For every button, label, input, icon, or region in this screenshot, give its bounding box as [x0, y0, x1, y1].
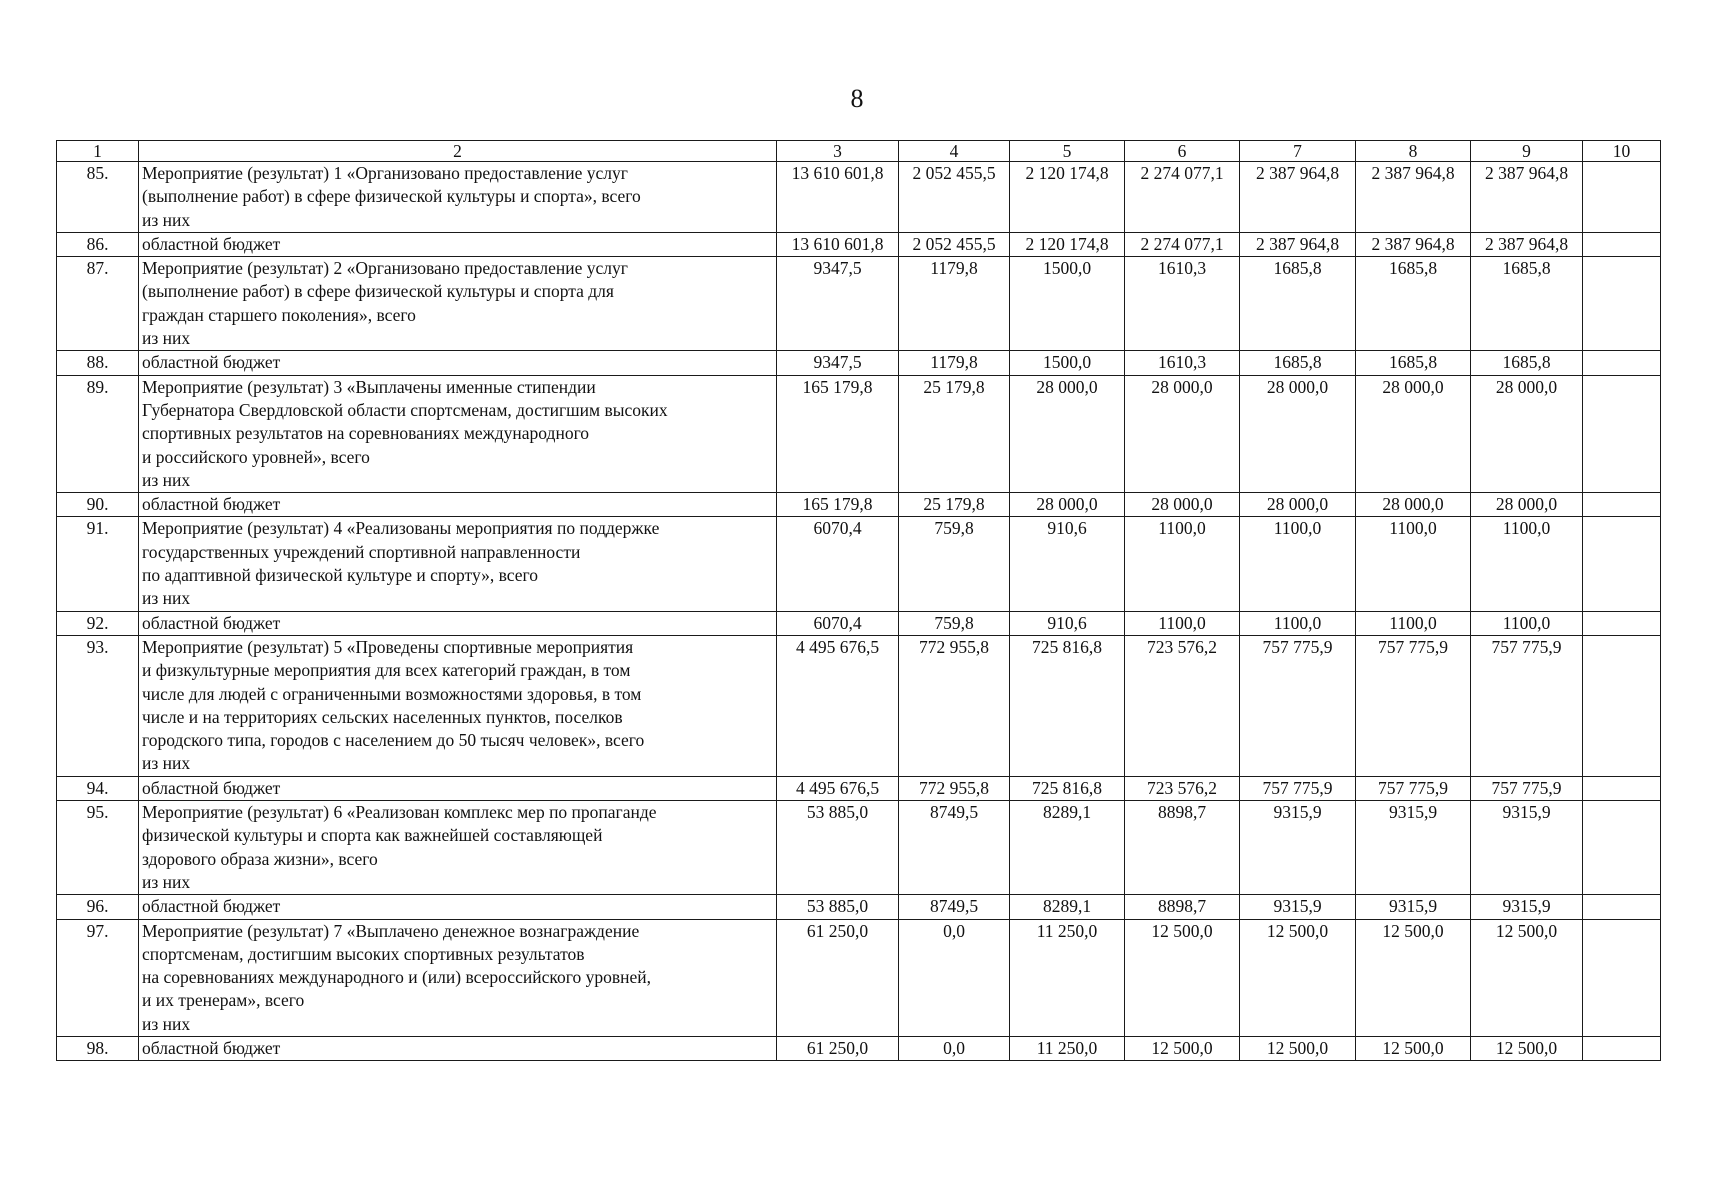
value-cell-col-6: 1610,3 [1125, 351, 1240, 375]
value-cell-col-7: 757 775,9 [1240, 635, 1356, 776]
row-description [139, 162, 777, 233]
row-number: 94. [57, 776, 139, 800]
description-line: Губернатора Свердловской области спортсменам, достигшим высоких [142, 399, 668, 420]
value-cell-col-9: 2 387 964,8 [1471, 232, 1583, 256]
value-cell-col-4: 2 052 455,5 [899, 232, 1010, 256]
table-row [57, 801, 1661, 895]
value-cell-col-4: 772 955,8 [899, 776, 1010, 800]
value-cell-col-10 [1583, 162, 1661, 233]
value-cell-col-6: 723 576,2 [1125, 776, 1240, 800]
value-cell-col-7: 1100,0 [1240, 611, 1356, 635]
value-cell-col-9: 1685,8 [1471, 351, 1583, 375]
row-description [139, 517, 777, 611]
row-number: 86. [57, 232, 139, 256]
description-line: и их тренерам», всего [142, 990, 305, 1011]
description-line: и физкультурные мероприятия для всех категорий граждан, в том [142, 660, 631, 681]
value-cell-col-4: 8749,5 [899, 801, 1010, 895]
description-line: Мероприятие (результат) 1 «Организовано предоставление услуг [142, 163, 628, 183]
value-cell-col-9: 28 000,0 [1471, 493, 1583, 517]
value-cell-col-6: 723 576,2 [1125, 635, 1240, 776]
value-cell-col-3: 53 885,0 [777, 895, 899, 919]
description-line: спортивных результатов на соревнованиях международного [142, 423, 590, 444]
description-line: (выполнение работ) в сфере физической культуры и спорта для [142, 281, 614, 302]
value-cell-col-4: 1179,8 [899, 351, 1010, 375]
value-cell-col-4: 759,8 [899, 611, 1010, 635]
table-row [57, 493, 1661, 517]
value-cell-col-6: 1100,0 [1125, 517, 1240, 611]
value-cell-col-8: 9315,9 [1356, 801, 1471, 895]
description-line: из них [142, 469, 191, 490]
value-cell-col-5: 11 250,0 [1010, 1036, 1125, 1060]
value-cell-col-6: 2 274 077,1 [1125, 232, 1240, 256]
value-cell-col-4: 1179,8 [899, 257, 1010, 351]
value-cell-col-3: 165 179,8 [777, 375, 899, 492]
value-cell-col-7: 12 500,0 [1240, 919, 1356, 1036]
value-cell-col-3: 165 179,8 [777, 493, 899, 517]
value-cell-col-5: 11 250,0 [1010, 919, 1125, 1036]
column-header-8: 8 [1356, 141, 1471, 162]
value-cell-col-4: 772 955,8 [899, 635, 1010, 776]
row-number: 95. [57, 801, 139, 895]
value-cell-col-5: 725 816,8 [1010, 635, 1125, 776]
column-header-10: 10 [1583, 141, 1661, 162]
value-cell-col-10 [1583, 895, 1661, 919]
row-number: 92. [57, 611, 139, 635]
value-cell-col-10 [1583, 517, 1661, 611]
column-header-2: 2 [139, 141, 777, 162]
value-cell-col-10 [1583, 257, 1661, 351]
value-cell-col-8: 1685,8 [1356, 257, 1471, 351]
description-line: государственных учреждений спортивной направленности [142, 541, 581, 562]
value-cell-col-7: 757 775,9 [1240, 776, 1356, 800]
table-body [57, 162, 1661, 1061]
table-row [57, 517, 1661, 611]
row-number: 97. [57, 919, 139, 1036]
row-number: 85. [57, 162, 139, 233]
value-cell-col-9: 9315,9 [1471, 801, 1583, 895]
value-cell-col-8: 12 500,0 [1356, 1036, 1471, 1060]
description-line: областной бюджет [142, 777, 281, 798]
description-line: из них [142, 753, 191, 774]
value-cell-col-3: 4 495 676,5 [777, 635, 899, 776]
description-line: спортсменам, достигшим высоких спортивных результатов [142, 943, 585, 964]
description-line: Мероприятие (результат) 6 «Реализован комплекс мер по пропаганде [142, 802, 657, 823]
value-cell-col-5: 8289,1 [1010, 895, 1125, 919]
description-line: (выполнение работ) в сфере физической культуры и спорта», всего [142, 186, 641, 207]
value-cell-col-5: 28 000,0 [1010, 375, 1125, 492]
value-cell-col-6: 1610,3 [1125, 257, 1240, 351]
value-cell-col-10 [1583, 1036, 1661, 1060]
description-line: городского типа, городов с населением до 50 тысяч человек», всего [142, 730, 645, 751]
value-cell-col-5: 28 000,0 [1010, 493, 1125, 517]
value-cell-col-7: 9315,9 [1240, 801, 1356, 895]
value-cell-col-3: 9347,5 [777, 257, 899, 351]
table-row [57, 611, 1661, 635]
description-line: на соревнованиях международного и (или) всероссийского уровней, [142, 967, 651, 988]
value-cell-col-9: 2 387 964,8 [1471, 162, 1583, 233]
value-cell-col-7: 28 000,0 [1240, 375, 1356, 492]
value-cell-col-3: 6070,4 [777, 611, 899, 635]
description-line: областной бюджет [142, 1037, 281, 1058]
value-cell-col-10 [1583, 801, 1661, 895]
row-number: 89. [57, 375, 139, 492]
description-line: из них [142, 588, 191, 609]
value-cell-col-6: 1100,0 [1125, 611, 1240, 635]
description-line: областной бюджет [142, 233, 281, 254]
value-cell-col-4: 0,0 [899, 919, 1010, 1036]
column-header-3: 3 [777, 141, 899, 162]
value-cell-col-4: 0,0 [899, 1036, 1010, 1060]
description-line: из них [142, 1013, 191, 1034]
value-cell-col-5: 1500,0 [1010, 257, 1125, 351]
description-line: областной бюджет [142, 352, 281, 373]
value-cell-col-10 [1583, 919, 1661, 1036]
table-row [57, 162, 1661, 233]
page-number: 8 [850, 84, 864, 113]
value-cell-col-10 [1583, 493, 1661, 517]
value-cell-col-3: 61 250,0 [777, 919, 899, 1036]
column-header-5: 5 [1010, 141, 1125, 162]
description-line: здорового образа жизни», всего [142, 848, 378, 869]
value-cell-col-10 [1583, 375, 1661, 492]
value-cell-col-7: 1685,8 [1240, 257, 1356, 351]
value-cell-col-8: 757 775,9 [1356, 776, 1471, 800]
value-cell-col-9: 1100,0 [1471, 611, 1583, 635]
table-row [57, 232, 1661, 256]
description-line: из них [142, 871, 191, 892]
value-cell-col-5: 725 816,8 [1010, 776, 1125, 800]
column-header-4: 4 [899, 141, 1010, 162]
row-number: 88. [57, 351, 139, 375]
value-cell-col-5: 8289,1 [1010, 801, 1125, 895]
description-line: числе для людей с ограниченными возможностями здоровья, в том [142, 683, 642, 704]
value-cell-col-4: 2 052 455,5 [899, 162, 1010, 233]
row-number: 91. [57, 517, 139, 611]
row-number: 87. [57, 257, 139, 351]
row-description [139, 232, 777, 256]
table-row [57, 375, 1661, 492]
column-header-9: 9 [1471, 141, 1583, 162]
row-number: 96. [57, 895, 139, 919]
row-description [139, 635, 777, 776]
description-line: Мероприятие (результат) 5 «Проведены спортивные мероприятия [142, 636, 634, 657]
row-description [139, 919, 777, 1036]
value-cell-col-9: 28 000,0 [1471, 375, 1583, 492]
description-line: граждан старшего поколения», всего [142, 304, 416, 325]
value-cell-col-10 [1583, 351, 1661, 375]
value-cell-col-8: 28 000,0 [1356, 375, 1471, 492]
header-row [57, 141, 1661, 162]
value-cell-col-5: 1500,0 [1010, 351, 1125, 375]
column-header-1: 1 [57, 141, 139, 162]
value-cell-col-3: 61 250,0 [777, 1036, 899, 1060]
row-number: 93. [57, 635, 139, 776]
row-description [139, 801, 777, 895]
row-description [139, 493, 777, 517]
table-row [57, 1036, 1661, 1060]
value-cell-col-9: 9315,9 [1471, 895, 1583, 919]
value-cell-col-10 [1583, 232, 1661, 256]
table-row [57, 919, 1661, 1036]
table-row [57, 257, 1661, 351]
table-row [57, 895, 1661, 919]
value-cell-col-8: 28 000,0 [1356, 493, 1471, 517]
description-line: Мероприятие (результат) 7 «Выплачено денежное вознаграждение [142, 920, 640, 941]
value-cell-col-9: 1685,8 [1471, 257, 1583, 351]
value-cell-col-7: 2 387 964,8 [1240, 162, 1356, 233]
description-line: числе и на территориях сельских населенных пунктов, поселков [142, 706, 623, 727]
value-cell-col-3: 13 610 601,8 [777, 162, 899, 233]
value-cell-col-3: 6070,4 [777, 517, 899, 611]
value-cell-col-7: 1685,8 [1240, 351, 1356, 375]
value-cell-col-8: 1100,0 [1356, 517, 1471, 611]
value-cell-col-6: 2 274 077,1 [1125, 162, 1240, 233]
description-line: Мероприятие (результат) 2 «Организовано предоставление услуг [142, 258, 628, 279]
table-row [57, 351, 1661, 375]
value-cell-col-3: 13 610 601,8 [777, 232, 899, 256]
value-cell-col-6: 12 500,0 [1125, 1036, 1240, 1060]
row-number: 90. [57, 493, 139, 517]
description-line: из них [142, 328, 191, 349]
value-cell-col-8: 757 775,9 [1356, 635, 1471, 776]
value-cell-col-10 [1583, 635, 1661, 776]
row-description [139, 895, 777, 919]
value-cell-col-5: 2 120 174,8 [1010, 232, 1125, 256]
description-line: Мероприятие (результат) 3 «Выплачены именные стипендии [142, 376, 596, 397]
table-row [57, 635, 1661, 776]
value-cell-col-10 [1583, 611, 1661, 635]
budget-table [56, 140, 1661, 1061]
value-cell-col-4: 25 179,8 [899, 375, 1010, 492]
value-cell-col-7: 2 387 964,8 [1240, 232, 1356, 256]
description-line: из них [142, 209, 191, 230]
value-cell-col-6: 28 000,0 [1125, 375, 1240, 492]
value-cell-col-4: 8749,5 [899, 895, 1010, 919]
table-row [57, 776, 1661, 800]
description-line: областной бюджет [142, 612, 281, 633]
value-cell-col-6: 8898,7 [1125, 895, 1240, 919]
value-cell-col-3: 53 885,0 [777, 801, 899, 895]
row-number: 98. [57, 1036, 139, 1060]
value-cell-col-5: 910,6 [1010, 611, 1125, 635]
value-cell-col-10 [1583, 776, 1661, 800]
value-cell-col-7: 12 500,0 [1240, 1036, 1356, 1060]
description-line: по адаптивной физической культуре и спорту», всего [142, 565, 539, 586]
value-cell-col-4: 25 179,8 [899, 493, 1010, 517]
row-description [139, 776, 777, 800]
value-cell-col-9: 757 775,9 [1471, 776, 1583, 800]
value-cell-col-9: 1100,0 [1471, 517, 1583, 611]
value-cell-col-8: 2 387 964,8 [1356, 162, 1471, 233]
value-cell-col-5: 2 120 174,8 [1010, 162, 1125, 233]
value-cell-col-5: 910,6 [1010, 517, 1125, 611]
value-cell-col-6: 8898,7 [1125, 801, 1240, 895]
value-cell-col-7: 28 000,0 [1240, 493, 1356, 517]
description-line: физической культуры и спорта как важнейшей составляющей [142, 825, 603, 846]
description-line: Мероприятие (результат) 4 «Реализованы мероприятия по поддержке [142, 518, 660, 539]
value-cell-col-8: 12 500,0 [1356, 919, 1471, 1036]
description-line: областной бюджет [142, 494, 281, 515]
column-header-6: 6 [1125, 141, 1240, 162]
row-description [139, 375, 777, 492]
description-line: областной бюджет [142, 896, 281, 917]
value-cell-col-9: 12 500,0 [1471, 919, 1583, 1036]
row-description [139, 257, 777, 351]
value-cell-col-7: 1100,0 [1240, 517, 1356, 611]
value-cell-col-8: 9315,9 [1356, 895, 1471, 919]
row-description [139, 351, 777, 375]
row-description [139, 611, 777, 635]
value-cell-col-3: 9347,5 [777, 351, 899, 375]
value-cell-col-8: 1685,8 [1356, 351, 1471, 375]
value-cell-col-8: 1100,0 [1356, 611, 1471, 635]
value-cell-col-9: 757 775,9 [1471, 635, 1583, 776]
value-cell-col-8: 2 387 964,8 [1356, 232, 1471, 256]
description-line: и российского уровней», всего [142, 446, 370, 467]
value-cell-col-6: 12 500,0 [1125, 919, 1240, 1036]
value-cell-col-6: 28 000,0 [1125, 493, 1240, 517]
value-cell-col-7: 9315,9 [1240, 895, 1356, 919]
value-cell-col-9: 12 500,0 [1471, 1036, 1583, 1060]
column-header-7: 7 [1240, 141, 1356, 162]
value-cell-col-4: 759,8 [899, 517, 1010, 611]
row-description [139, 1036, 777, 1060]
value-cell-col-3: 4 495 676,5 [777, 776, 899, 800]
